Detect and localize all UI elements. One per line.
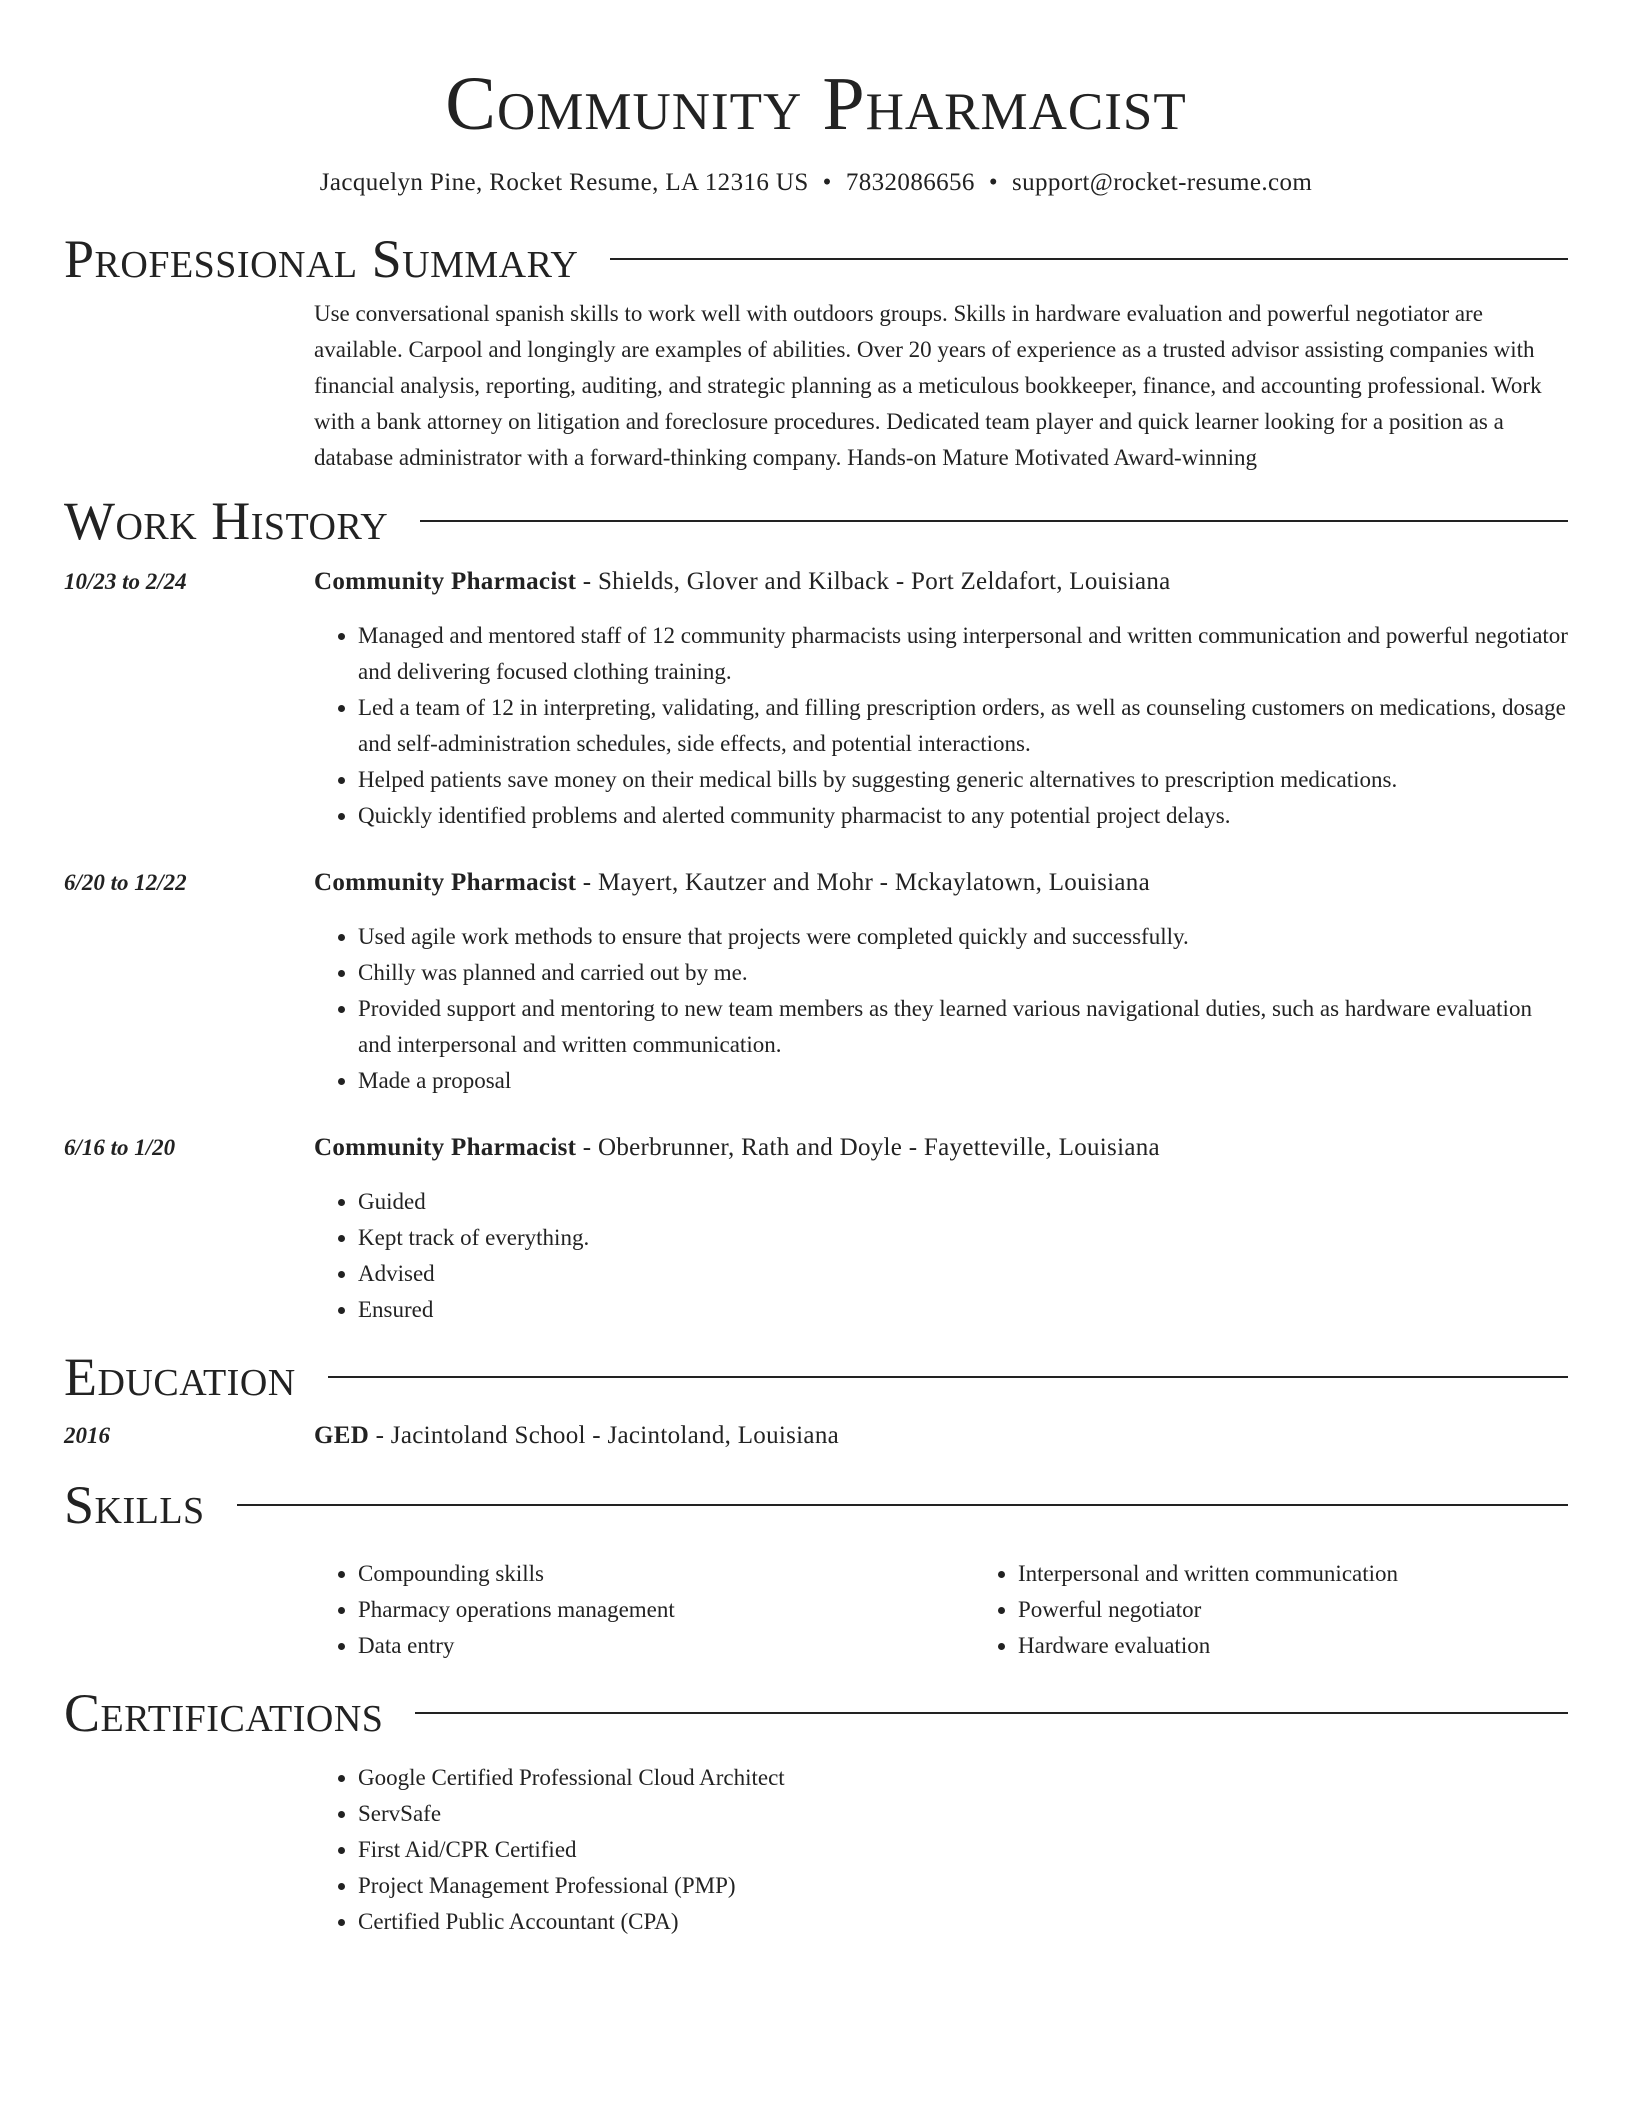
list-item: • Provided support and mentoring to new team members as they learned various navigational duties, such as hardware evaluation and interpersonal and written communication.: [358, 991, 1568, 1063]
job-dates: 6/20 to 12/22: [64, 870, 187, 895]
job-heading: [314, 564, 1171, 600]
section-divider: [237, 1504, 1568, 1506]
skills-grid: [314, 1556, 1568, 1664]
job-role: Community Pharmacist: [314, 869, 577, 896]
section-divider: [415, 1712, 1568, 1714]
education-degree: GED: [314, 1422, 370, 1449]
skills-column-right: [974, 1556, 1632, 1664]
list-item: • First Aid/CPR Certified: [358, 1832, 1568, 1868]
job-heading: [314, 865, 1150, 901]
list-item: • Google Certified Professional Cloud Architect: [358, 1760, 1568, 1796]
job-bullets: [314, 919, 1568, 1099]
certifications-body: [314, 1760, 1568, 1940]
education-section-header: [64, 1346, 1568, 1408]
contact-separator: •: [822, 169, 832, 196]
certifications-section-header: [64, 1682, 1568, 1744]
list-item: • Certified Public Accountant (CPA): [358, 1904, 1568, 1940]
job-employer: - Mayert, Kautzer and Mohr - Mckaylatown, Louisiana: [576, 869, 1150, 896]
job-employer: - Oberbrunner, Rath and Doyle - Fayetteville, Louisiana: [576, 1134, 1160, 1161]
list-item: • Made a proposal: [358, 1063, 1568, 1099]
certifications-list: [314, 1760, 1568, 1940]
work-section-header: [64, 490, 1568, 552]
list-item: • Used agile work methods to ensure that projects were completed quickly and successfully.: [358, 919, 1568, 955]
section-divider: [328, 1376, 1568, 1378]
section-divider: [420, 520, 1568, 522]
summary-section-title: Professional Summary: [64, 229, 579, 289]
job-bullets: [314, 618, 1568, 834]
resume-title: Community Pharmacist: [445, 62, 1187, 146]
skills-section-header: [64, 1474, 1568, 1536]
list-item: • ServSafe: [358, 1796, 1568, 1832]
contact-address: Jacquelyn Pine, Rocket Resume, LA 12316 US: [319, 169, 809, 196]
job-entry: [64, 564, 1568, 834]
education-section-title: Education: [64, 1347, 296, 1407]
education-entry: [64, 1418, 1568, 1454]
list-item: • Kept track of everything.: [358, 1220, 1568, 1256]
contact-line: [64, 166, 1568, 200]
list-item: • Powerful negotiator: [1018, 1592, 1632, 1628]
list-item: • Guided: [358, 1184, 1568, 1220]
section-divider: [610, 258, 1568, 260]
job-dates: 6/16 to 1/20: [64, 1135, 176, 1160]
list-item: • Interpersonal and written communication: [1018, 1556, 1632, 1592]
job-bullets: [314, 1184, 1568, 1328]
summary-section-header: [64, 228, 1568, 290]
list-item: • Managed and mentored staff of 12 community pharmacists using interpersonal and written communication and powerful negotiator and delivering focused clothing training.: [358, 618, 1568, 690]
job-role: Community Pharmacist: [314, 568, 577, 595]
education-heading: [314, 1418, 839, 1454]
skills-column-left: [314, 1556, 974, 1664]
list-item: • Data entry: [358, 1628, 974, 1664]
job-role: Community Pharmacist: [314, 1134, 577, 1161]
list-item: • Chilly was planned and carried out by me.: [358, 955, 1568, 991]
list-item: • Hardware evaluation: [1018, 1628, 1632, 1664]
list-item: • Compounding skills: [358, 1556, 974, 1592]
education-school: - Jacintoland School - Jacintoland, Louisiana: [369, 1422, 840, 1449]
job-dates: 10/23 to 2/24: [64, 569, 187, 594]
summary-text: Use conversational spanish skills to work well with outdoors groups. Skills in hardware evaluation and powerful negotiator are available. Carpool and longingly are examples of abilities. Over 20 years of experience as a trusted advisor assisting companies with financial analysis, reporting, auditing, and strategic planning as a meticulous bookkeeper, finance, and accounting professional. Work with a bank attorney on litigation and foreclosure procedures. Dedicated team player and quick learner looking for a position as a database administrator with a forward-thinking company. Hands-on Mature Motivated Award-winning: [314, 301, 1542, 470]
work-section-title: Work History: [64, 491, 389, 551]
list-item: • Quickly identified problems and alerted community pharmacist to any potential project delays.: [358, 798, 1568, 834]
list-item: • Ensured: [358, 1292, 1568, 1328]
list-item: • Pharmacy operations management: [358, 1592, 974, 1628]
list-item: • Project Management Professional (PMP): [358, 1868, 1568, 1904]
list-item: • Advised: [358, 1256, 1568, 1292]
skills-section-title: Skills: [64, 1475, 205, 1535]
job-entry: [64, 1130, 1568, 1328]
certifications-section-title: Certifications: [64, 1683, 384, 1743]
education-year: 2016: [64, 1423, 110, 1448]
contact-email: support@rocket-resume.com: [1011, 169, 1313, 196]
list-item: • Led a team of 12 in interpreting, validating, and filling prescription orders, as well as counseling customers on medications, dosage and self-administration schedules, side effects, and potential interactions.: [358, 690, 1568, 762]
contact-separator: •: [988, 169, 998, 196]
summary-body: [314, 296, 1568, 476]
contact-phone: 7832086656: [845, 169, 975, 196]
job-heading: [314, 1130, 1160, 1166]
list-item: • Helped patients save money on their medical bills by suggesting generic alternatives to prescription medications.: [358, 762, 1568, 798]
job-entry: [64, 865, 1568, 1099]
job-employer: - Shields, Glover and Kilback - Port Zeldafort, Louisiana: [576, 568, 1171, 595]
